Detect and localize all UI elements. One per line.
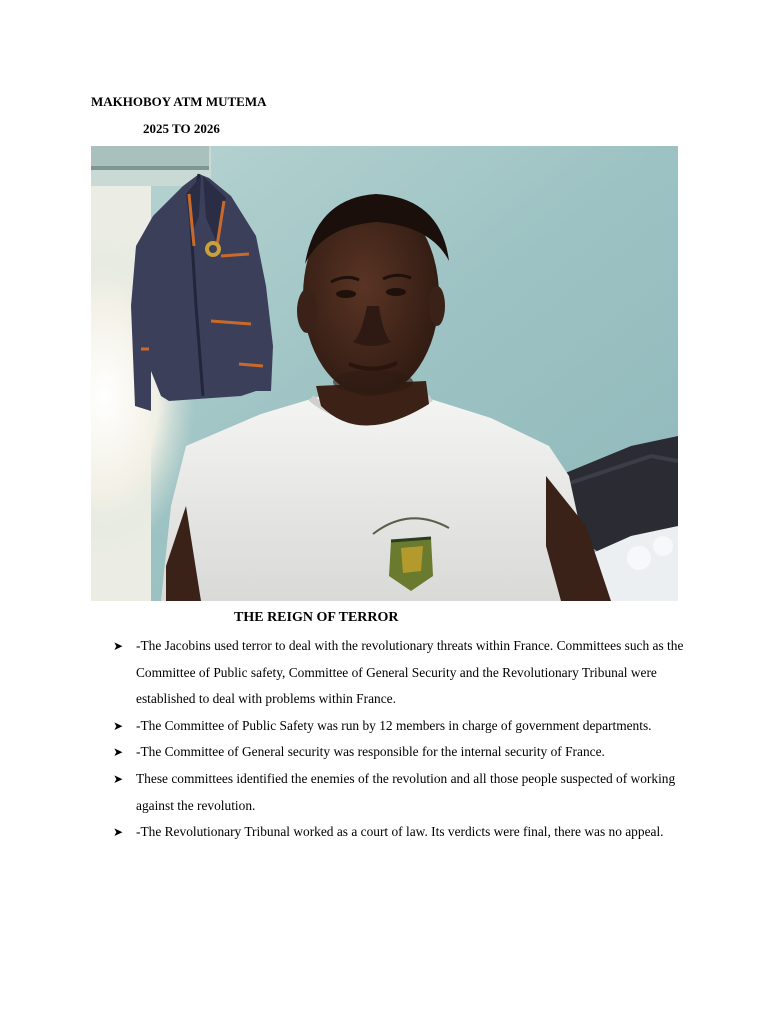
bullet-item bbox=[113, 713, 693, 740]
bullet-text: These committees identified the enemies of the revolution and all those people suspected of working against the revolution. bbox=[136, 770, 676, 813]
bullet-item bbox=[113, 819, 693, 846]
arrowhead-bullet-icon: ➤ bbox=[113, 718, 124, 733]
year-range: 2025 TO 2026 bbox=[143, 121, 220, 136]
bullet-item bbox=[113, 739, 693, 766]
bullet-item bbox=[113, 633, 693, 713]
bullet-list bbox=[113, 633, 693, 846]
bullet-item bbox=[113, 766, 693, 819]
student-photo bbox=[91, 146, 678, 601]
arrowhead-bullet-icon: ➤ bbox=[113, 639, 124, 653]
author-name: MAKHOBOY ATM MUTEMA bbox=[91, 94, 267, 109]
bullet-text: -The Committee of Public Safety was run by 12 members in charge of government departments. bbox=[136, 717, 652, 733]
bullet-text: -The Jacobins used terror to deal with the revolutionary threats within France. Committees such as the Committee of Public safety, Committee of General Security and the Revolutionary Tribunal were established to deal with problems within France. bbox=[136, 638, 684, 707]
section-heading: THE REIGN OF TERROR bbox=[234, 610, 399, 625]
arrowhead-bullet-icon: ➤ bbox=[113, 745, 124, 760]
bullet-text: -The Committee of General security was responsible for the internal security of France. bbox=[136, 744, 605, 760]
bullet-text: -The Revolutionary Tribunal worked as a court of law. Its verdicts were final, there was no appeal. bbox=[136, 824, 664, 840]
arrowhead-bullet-icon: ➤ bbox=[113, 825, 124, 840]
arrowhead-bullet-icon: ➤ bbox=[113, 771, 124, 786]
